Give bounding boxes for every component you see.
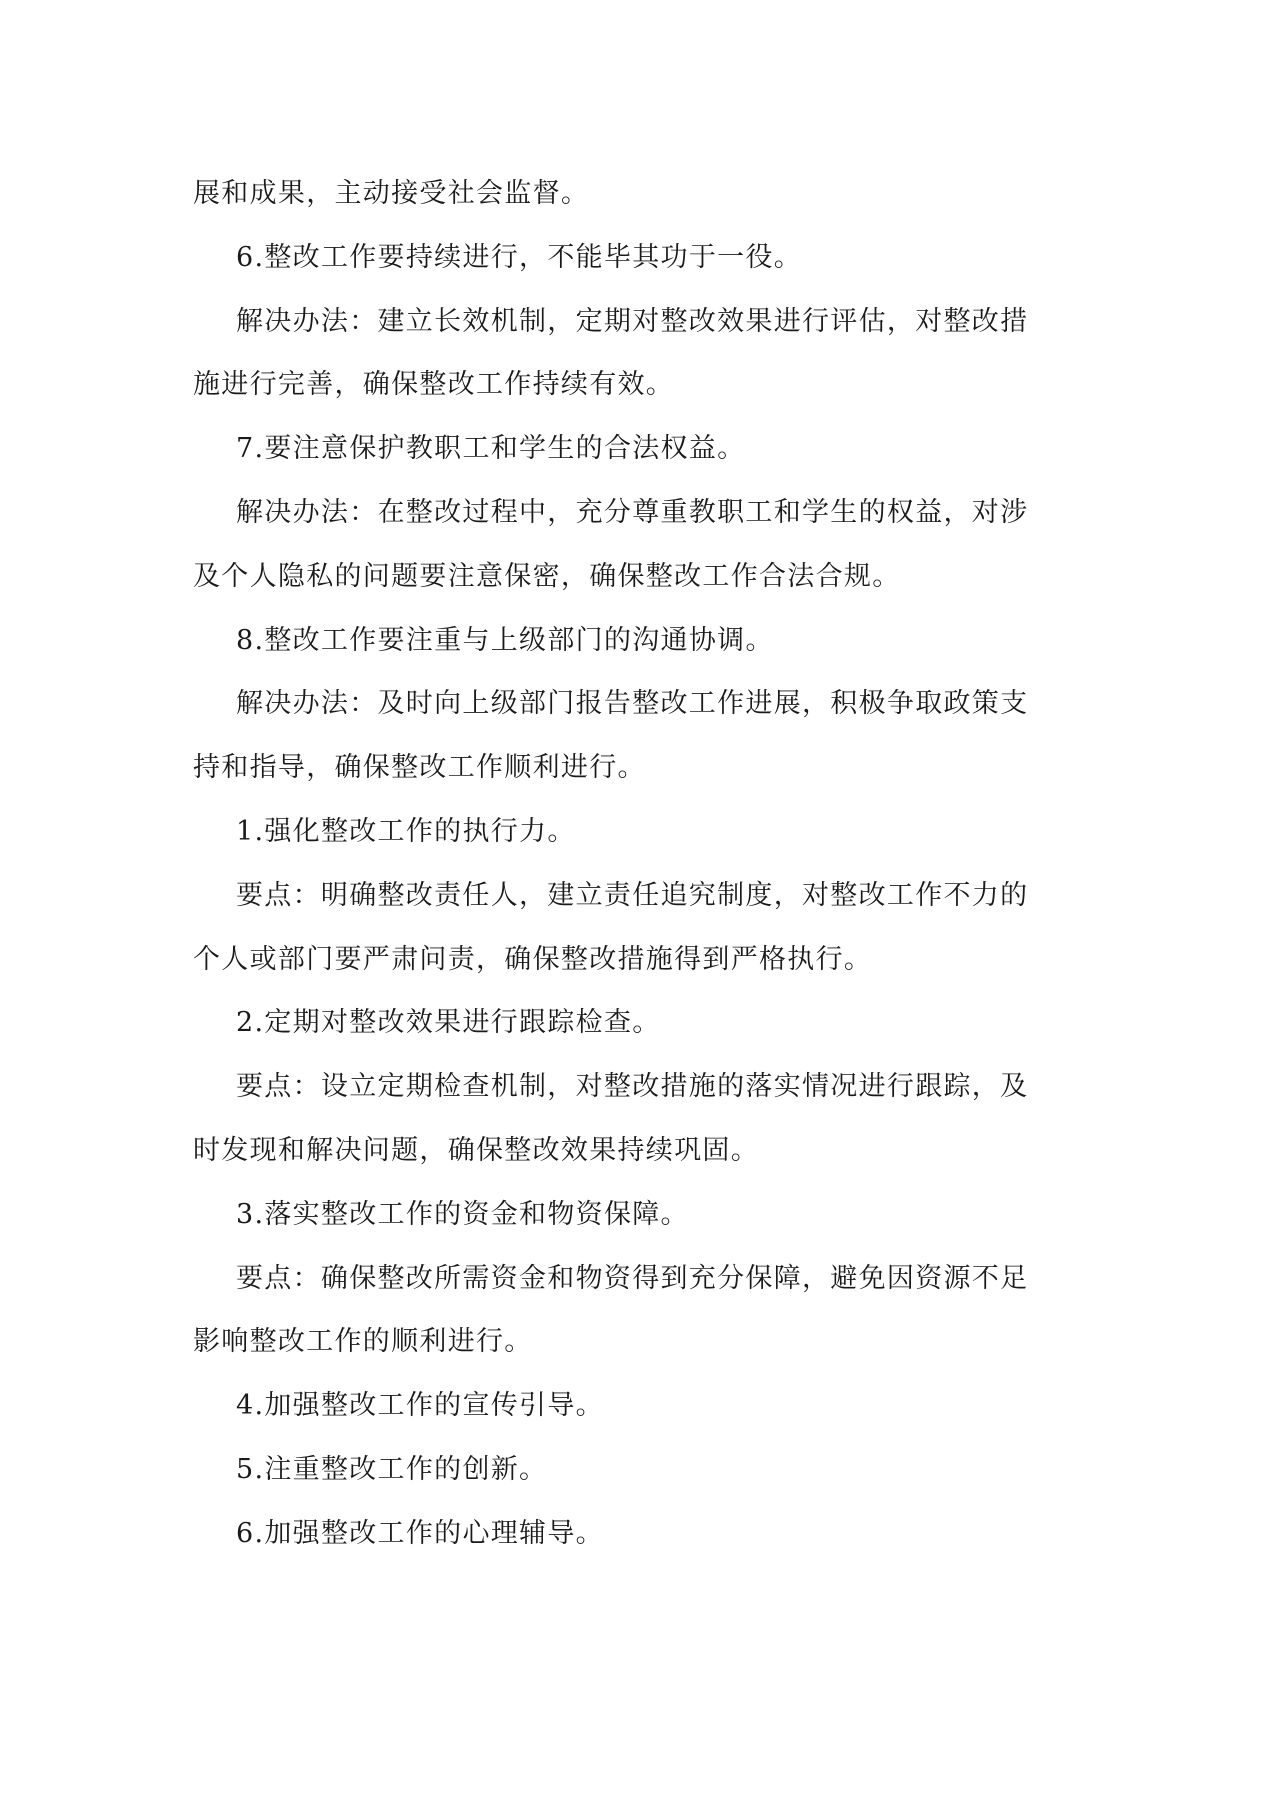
paragraph-line: 施进行完善，确保整改工作持续有效。 xyxy=(193,369,675,401)
paragraph-line: 解决办法：在整改过程中，充分尊重教职工和学生的权益，对涉 xyxy=(236,496,1029,528)
paragraph-line: 3.落实整改工作的资金和物资保障。 xyxy=(236,1198,689,1230)
paragraph-line: 展和成果，主动接受社会监督。 xyxy=(193,178,590,209)
paragraph-line: 及个人隐私的问题要注意保密，确保整改工作合法合规。 xyxy=(193,560,901,592)
paragraph-line: 要点：确保整改所需资金和物资得到充分保障，避免因资源不足 xyxy=(236,1262,1029,1294)
paragraph-line: 影响整改工作的顺利进行。 xyxy=(193,1326,533,1358)
paragraph-line: 2.定期对整改效果进行跟踪检查。 xyxy=(236,1007,661,1039)
paragraph-line: 持和指导，确保整改工作顺利进行。 xyxy=(193,752,646,784)
paragraph-line: 7.要注意保护教职工和学生的合法权益。 xyxy=(236,433,746,465)
paragraph-line: 4.加强整改工作的宣传引导。 xyxy=(236,1390,604,1422)
paragraph-line: 解决办法：及时向上级部门报告整改工作进展，积极争取政策支 xyxy=(236,688,1029,720)
paragraph-line: 个人或部门要严肃问责，确保整改措施得到严格执行。 xyxy=(193,943,873,975)
document-body xyxy=(193,162,1093,1566)
paragraph-line: 6.加强整改工作的心理辅导。 xyxy=(236,1517,604,1549)
paragraph-line: 要点：设立定期检查机制，对整改措施的落实情况进行跟踪，及 xyxy=(236,1071,1029,1103)
paragraph-line: 5.注重整改工作的创新。 xyxy=(236,1453,548,1485)
paragraph-line: 1.强化整改工作的执行力。 xyxy=(236,815,576,847)
paragraph-line: 解决办法：建立长效机制，定期对整改效果进行评估，对整改措 xyxy=(236,305,1029,337)
paragraph-line: 6.整改工作要持续进行，不能毕其功于一役。 xyxy=(236,241,803,273)
paragraph-line: 8.整改工作要注重与上级部门的沟通协调。 xyxy=(236,624,774,656)
paragraph-line: 要点：明确整改责任人，建立责任追究制度，对整改工作不力的 xyxy=(236,879,1029,911)
paragraph-line: 时发现和解决问题，确保整改效果持续巩固。 xyxy=(193,1134,759,1166)
